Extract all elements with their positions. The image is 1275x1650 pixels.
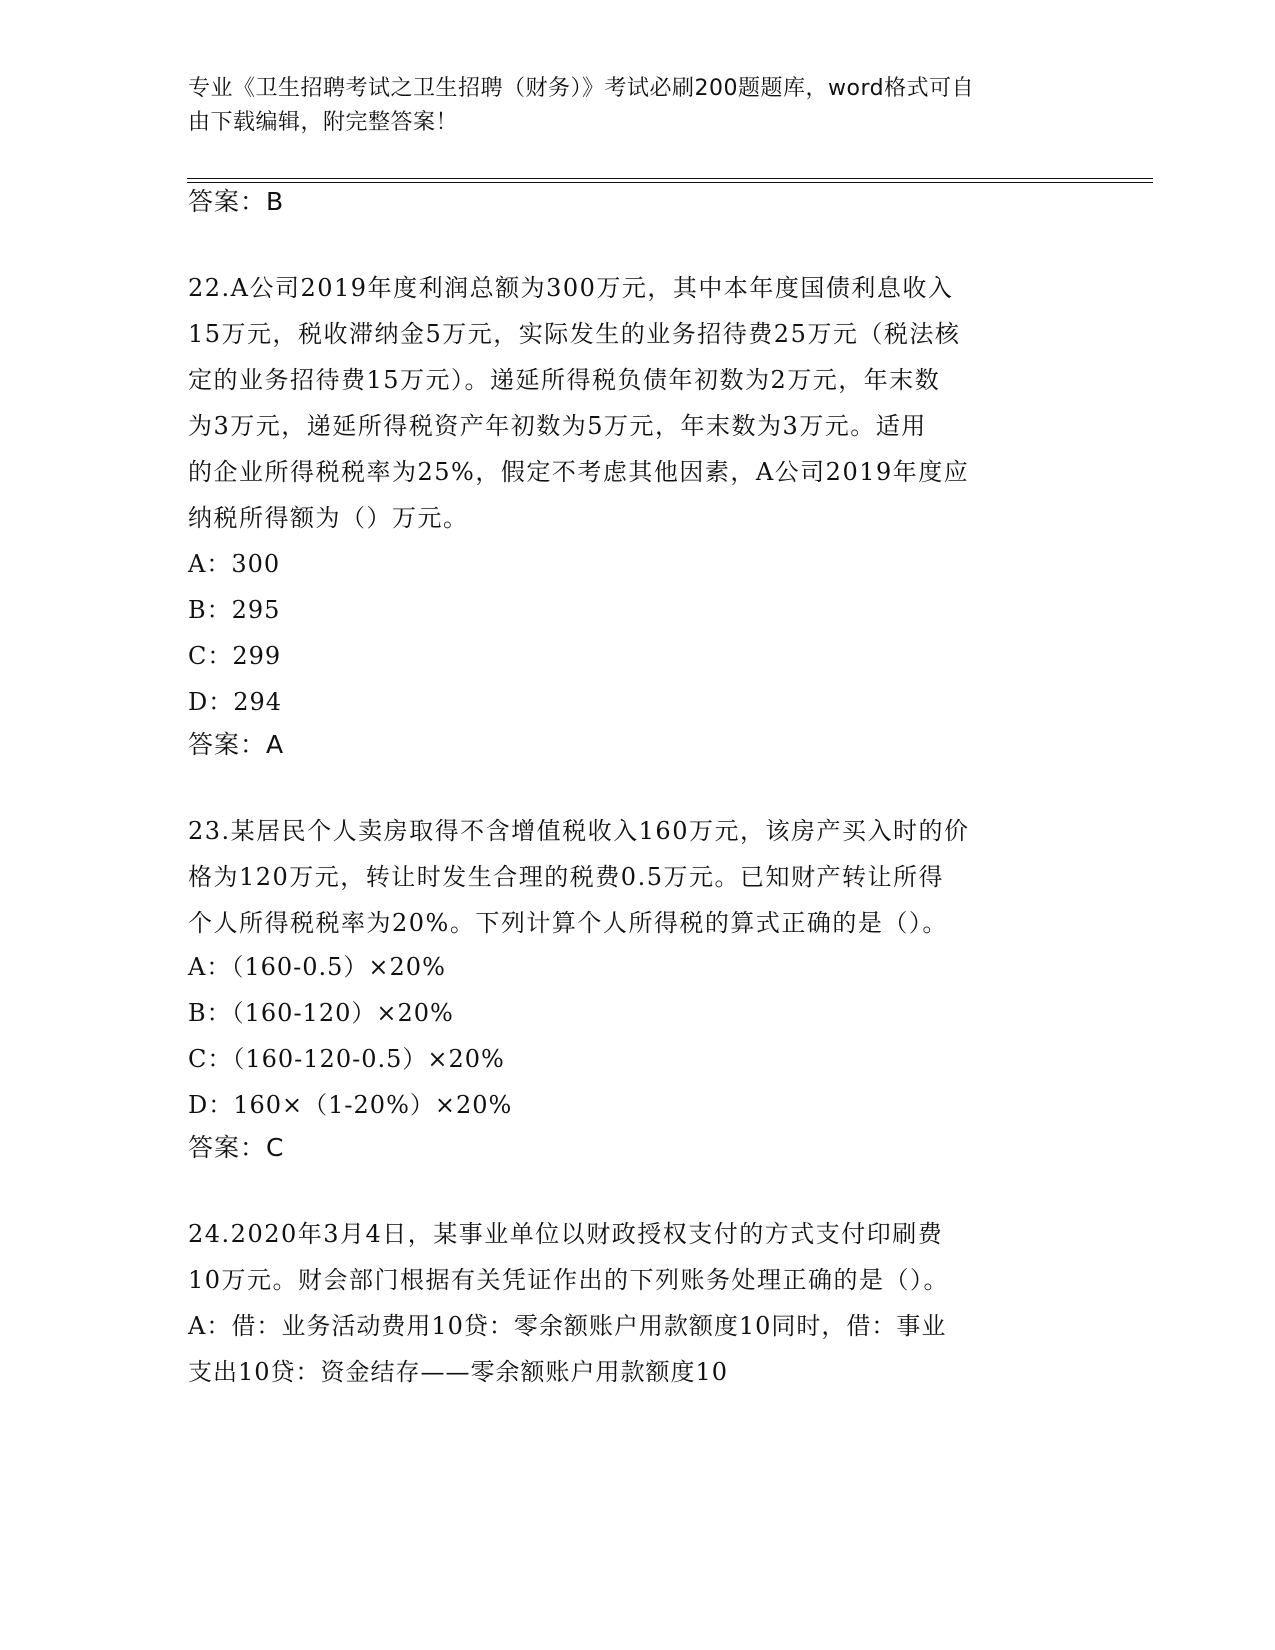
question-23	[188, 808, 1088, 946]
option-d: D：160×（1-20%）×20%	[188, 1091, 513, 1119]
question-24-options	[188, 1303, 1088, 1395]
option-b: B：295	[188, 596, 281, 624]
header-line-1: 专业《卫生招聘考试之卫生招聘（财务）》考试必刷200题题库，word格式可自	[188, 76, 975, 101]
question-22-line: 纳税所得额为（）万元。	[188, 504, 469, 532]
document-header	[188, 72, 1088, 140]
question-22	[188, 265, 1088, 541]
question-22-line: 定的业务招待费15万元）。递延所得税负债年初数为2万元，年末数	[188, 366, 941, 394]
question-22-line: 15万元，税收滞纳金5万元，实际发生的业务招待费25万元（税法核	[188, 320, 961, 348]
option-a: A：300	[188, 550, 281, 578]
option-a: A：（160-0.5）×20%	[188, 953, 446, 981]
option-a-continued: 支出10贷：资金结存——零余额账户用款额度10	[188, 1358, 729, 1386]
header-divider-bottom	[187, 182, 1153, 183]
question-23-line: 23.某居民个人卖房取得不含增值税收入160万元，该房产买入时的价	[188, 817, 970, 845]
answer-23: 答案：C	[188, 1133, 285, 1162]
question-22-line: 的企业所得税税率为25%，假定不考虑其他因素，A公司2019年度应	[188, 458, 970, 486]
question-24	[188, 1211, 1088, 1303]
question-24-line: 24.2020年3月4日，某事业单位以财政授权支付的方式支付印刷费	[188, 1220, 944, 1248]
question-23-line: 格为120万元，转让时发生合理的税费0.5万元。已知财产转让所得	[188, 863, 944, 891]
question-22-line: 22.A公司2019年度利润总额为300万元，其中本年度国债利息收入	[188, 274, 954, 302]
question-23-options	[188, 944, 1088, 1128]
option-b: B：（160-120）×20%	[188, 999, 454, 1027]
question-23-line: 个人所得税税率为20%。下列计算个人所得税的算式正确的是（）。	[188, 909, 948, 937]
question-22-line: 为3万元，递延所得税资产年初数为5万元，年末数为3万元。适用	[188, 412, 927, 440]
option-d: D：294	[188, 688, 283, 716]
question-22-options	[188, 541, 1088, 725]
answer-21: 答案：B	[188, 187, 285, 216]
answer-22: 答案：A	[188, 730, 285, 759]
option-a: A：借：业务活动费用10贷：零余额账户用款额度10同时，借：事业	[188, 1312, 947, 1340]
option-c: C：299	[188, 642, 282, 670]
question-24-line: 10万元。财会部门根据有关凭证作出的下列账务处理正确的是（）。	[188, 1266, 950, 1294]
header-divider-top	[187, 178, 1153, 179]
header-line-2: 由下载编辑，附完整答案！	[188, 110, 459, 135]
option-c: C：（160-120-0.5）×20%	[188, 1045, 505, 1073]
